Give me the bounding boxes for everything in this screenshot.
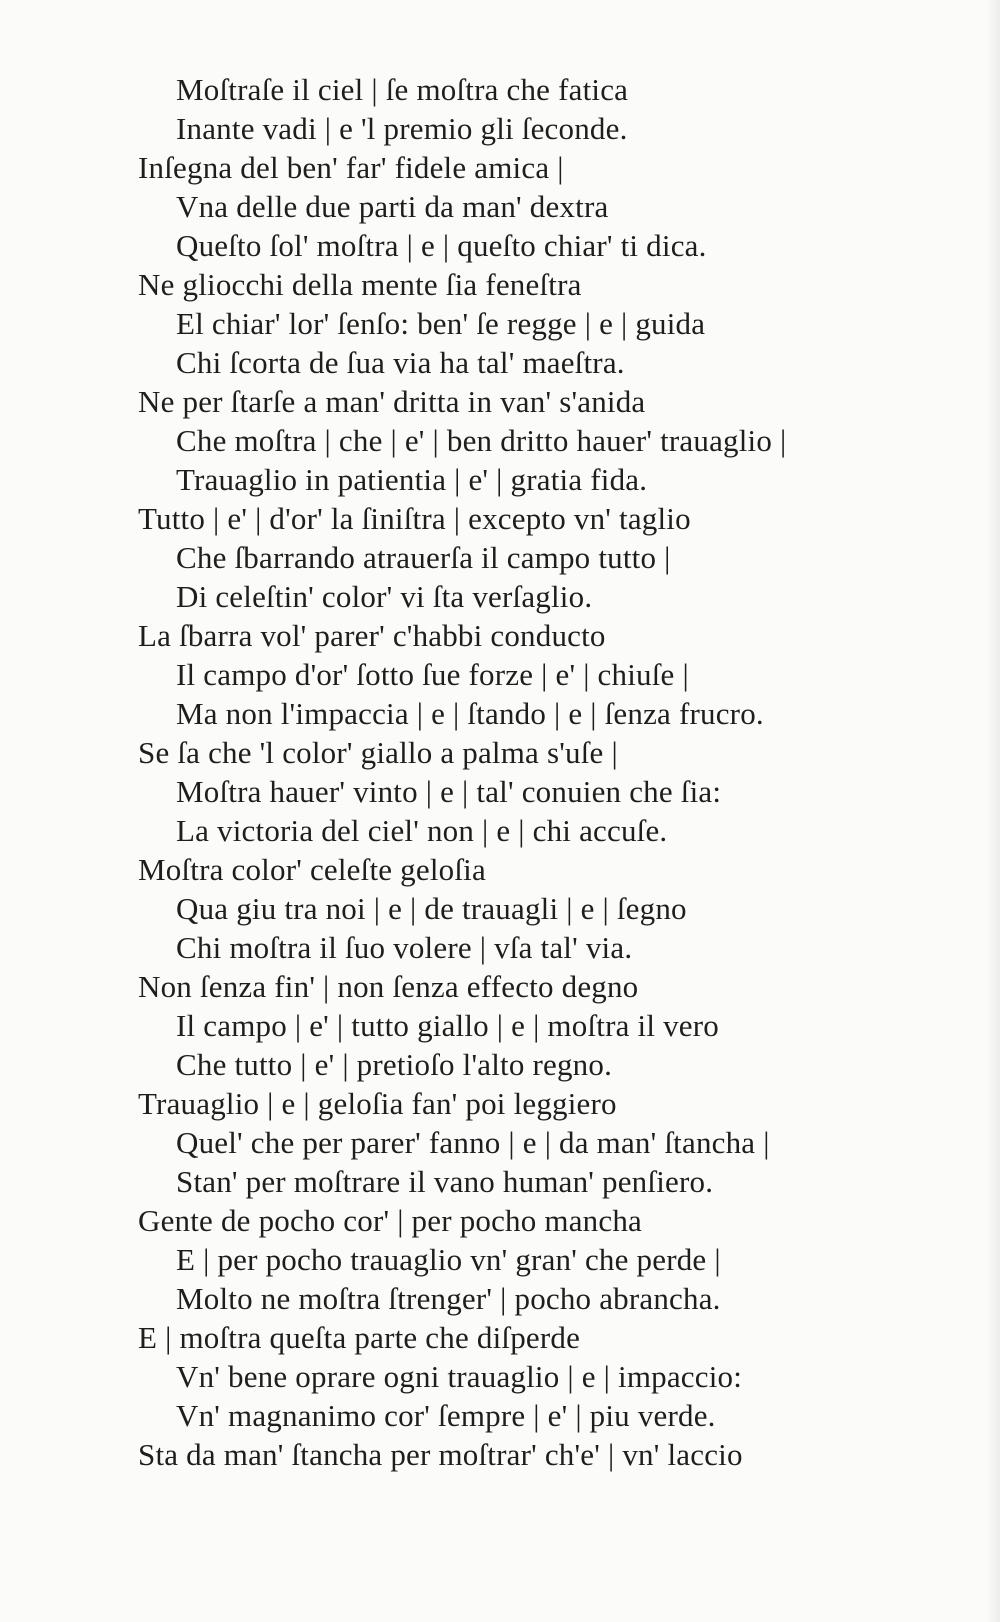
verse-line: Ne gliocchi della mente ſia feneſtra xyxy=(138,267,582,302)
verse-line: Che ſbarrando atrauerſa il campo tutto | xyxy=(176,540,671,575)
verse-line: E | per pocho trauaglio vn' gran' che perde | xyxy=(176,1242,721,1277)
verse-line: Tutto | e' | d'or' la ſiniſtra | excepto vn' taglio xyxy=(138,501,691,536)
verso-bleed-through xyxy=(842,60,992,760)
verse-line: Se ſa che 'l color' giallo a palma s'uſe | xyxy=(138,735,618,770)
verse-line: Inante vadi | e 'l premio gli ſeconde. xyxy=(176,111,628,146)
verse-line: Vna delle due parti da man' dextra xyxy=(176,189,609,224)
verse-line: Queſto ſol' moſtra | e | queſto chiar' ti dica. xyxy=(176,228,707,263)
verse-line: Quel' che per parer' fanno | e | da man' ſtancha | xyxy=(176,1125,770,1160)
verse-line: Sta da man' ſtancha per moſtrar' ch'e' | vn' laccio xyxy=(138,1437,743,1472)
verse-line: Stan' per moſtrare il vano human' penſiero. xyxy=(176,1164,714,1199)
verse-line: Gente de pocho cor' | per pocho mancha xyxy=(138,1203,642,1238)
verse-line: Vn' bene oprare ogni trauaglio | e | impaccio: xyxy=(176,1359,743,1394)
verse-line: Chi moſtra il ſuo volere | vſa tal' via. xyxy=(176,930,633,965)
verse-line: Qua giu tra noi | e | de trauagli | e | ſegno xyxy=(176,891,687,926)
verse-line: Di celeſtin' color' vi ſta verſaglio. xyxy=(176,579,593,614)
verse-line: Che moſtra | che | e' | ben dritto hauer' trauaglio | xyxy=(176,423,787,458)
verse-line: Moſtra hauer' vinto | e | tal' conuien che ſia: xyxy=(176,774,722,809)
verse-line: La victoria del ciel' non | e | chi accuſe. xyxy=(176,813,668,848)
verse-line: E | moſtra queſta parte che diſperde xyxy=(138,1320,581,1355)
page-edge-shadow xyxy=(986,0,1000,1622)
verse-line: Molto ne moſtra ſtrenger' | pocho abrancha. xyxy=(176,1281,721,1316)
verse-line: Moſtra color' celeſte geloſia xyxy=(138,852,486,887)
verse-line: Che tutto | e' | pretioſo l'alto regno. xyxy=(176,1047,613,1082)
verse-line: Vn' magnanimo cor' ſempre | e' | piu verde. xyxy=(176,1398,716,1433)
verse-line: Non ſenza fin' | non ſenza effecto degno xyxy=(138,969,639,1004)
verse-line: Chi ſcorta de ſua via ha tal' maeſtra. xyxy=(176,345,625,380)
verse-line: Il campo d'or' ſotto ſue forze | e' | chiuſe | xyxy=(176,657,689,692)
verse-line: Il campo | e' | tutto giallo | e | moſtra il vero xyxy=(176,1008,719,1043)
verse-line: Trauaglio | e | geloſia fan' poi leggiero xyxy=(138,1086,617,1121)
verse-line: La ſbarra vol' parer' c'habbi conducto xyxy=(138,618,606,653)
verse-line: Trauaglio in patientia | e' | gratia fida. xyxy=(176,462,648,497)
verse-line: El chiar' lor' ſenſo: ben' ſe regge | e | guida xyxy=(176,306,706,341)
verse-line: Moſtraſe il ciel | ſe moſtra che fatica xyxy=(176,72,629,107)
verse-line: Inſegna del ben' far' fidele amica | xyxy=(138,150,564,185)
verse-line: Ne per ſtarſe a man' dritta in van' s'anida xyxy=(138,384,646,419)
verse-line: Ma non l'impaccia | e | ſtando | e | ſenza frucro. xyxy=(176,696,764,731)
